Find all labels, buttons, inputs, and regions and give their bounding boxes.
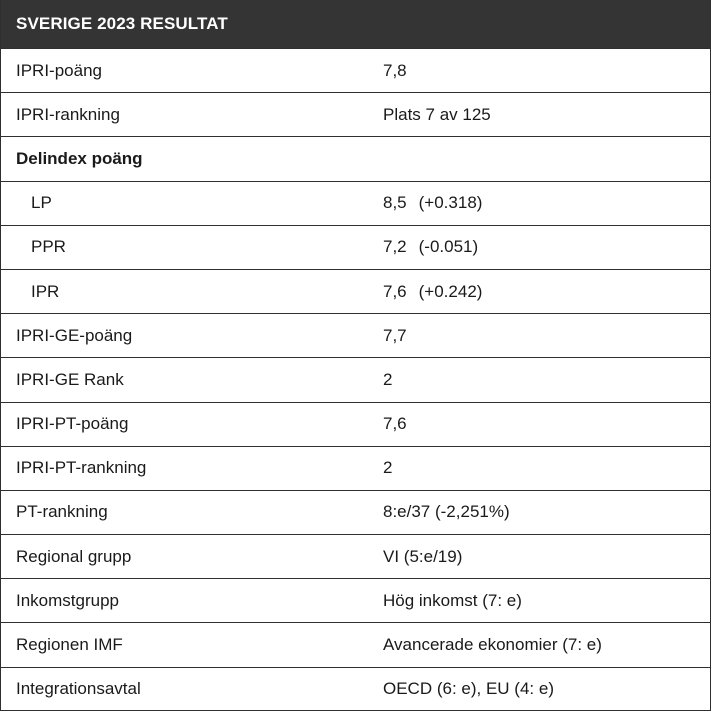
value-text: 2 — [383, 369, 393, 389]
row-label: IPRI-PT-rankning — [16, 458, 147, 478]
value-delta: (+0.242) — [418, 281, 483, 301]
row-label: IPR — [31, 281, 60, 301]
table-title: SVERIGE 2023 RESULTAT — [1, 0, 710, 48]
value-text: 8:e/37 (-2,251%) — [383, 502, 510, 522]
table-row-ipri-ge-score — [1, 313, 710, 357]
row-value — [383, 193, 710, 213]
value-text: 7,7 — [383, 325, 407, 345]
row-value — [383, 458, 710, 478]
row-value — [383, 237, 710, 257]
value-delta: (+0.318) — [418, 193, 483, 213]
row-value — [383, 282, 710, 302]
row-value — [383, 547, 710, 567]
row-label: PPR — [31, 237, 66, 257]
table-row-subindex-heading — [1, 136, 710, 180]
value-text: 7,6 — [383, 414, 407, 434]
row-label: LP — [31, 193, 52, 213]
row-label: Regionen IMF — [16, 635, 123, 655]
table-row-ipri-pt-rank — [1, 446, 710, 490]
value-text: Plats 7 av 125 — [383, 104, 491, 124]
row-value — [383, 679, 710, 699]
row-value — [383, 370, 710, 390]
value-text: 7,8 — [383, 60, 407, 80]
table-row-regional-group — [1, 534, 710, 578]
row-label: IPRI-PT-poäng — [16, 414, 129, 434]
row-label: Regional grupp — [16, 546, 132, 566]
value-text: 7,2 — [383, 237, 407, 257]
table-row-pt-rank — [1, 490, 710, 534]
row-label: IPRI-GE Rank — [16, 369, 124, 389]
value-text: 8,5 — [383, 193, 407, 213]
value-text: 7,6 — [383, 281, 407, 301]
row-value — [383, 105, 710, 125]
table-row-ipri-rank — [1, 92, 710, 136]
value-text: Avancerade ekonomier (7: e) — [383, 635, 602, 655]
table-row-income-group — [1, 578, 710, 622]
row-label: IPRI-poäng — [16, 60, 102, 80]
row-label: Inkomstgrupp — [16, 590, 119, 610]
table-row-ppr — [1, 225, 710, 269]
row-value — [383, 326, 710, 346]
section-heading: Delindex poäng — [16, 148, 143, 168]
row-label: IPRI-rankning — [16, 104, 120, 124]
table-row-ipri-score — [1, 48, 710, 92]
row-value — [383, 502, 710, 522]
table-row-ipri-ge-rank — [1, 357, 710, 401]
row-value — [383, 61, 710, 81]
table-row-integration-agreements — [1, 667, 710, 711]
row-value — [383, 591, 710, 611]
row-value — [383, 635, 710, 655]
table-row-ipr — [1, 269, 710, 313]
value-delta: (-0.051) — [418, 237, 479, 257]
row-label: PT-rankning — [16, 502, 108, 522]
value-text: 2 — [383, 458, 393, 478]
value-text: VI (5:e/19) — [383, 546, 463, 566]
table-row-imf-region — [1, 622, 710, 666]
value-text: OECD (6: e), EU (4: e) — [383, 679, 554, 699]
table-row-lp — [1, 181, 710, 225]
row-label: IPRI-GE-poäng — [16, 325, 133, 345]
row-value — [383, 414, 710, 434]
row-label: Integrationsavtal — [16, 679, 141, 699]
table-row-ipri-pt-score — [1, 402, 710, 446]
value-text: Hög inkomst (7: e) — [383, 590, 522, 610]
